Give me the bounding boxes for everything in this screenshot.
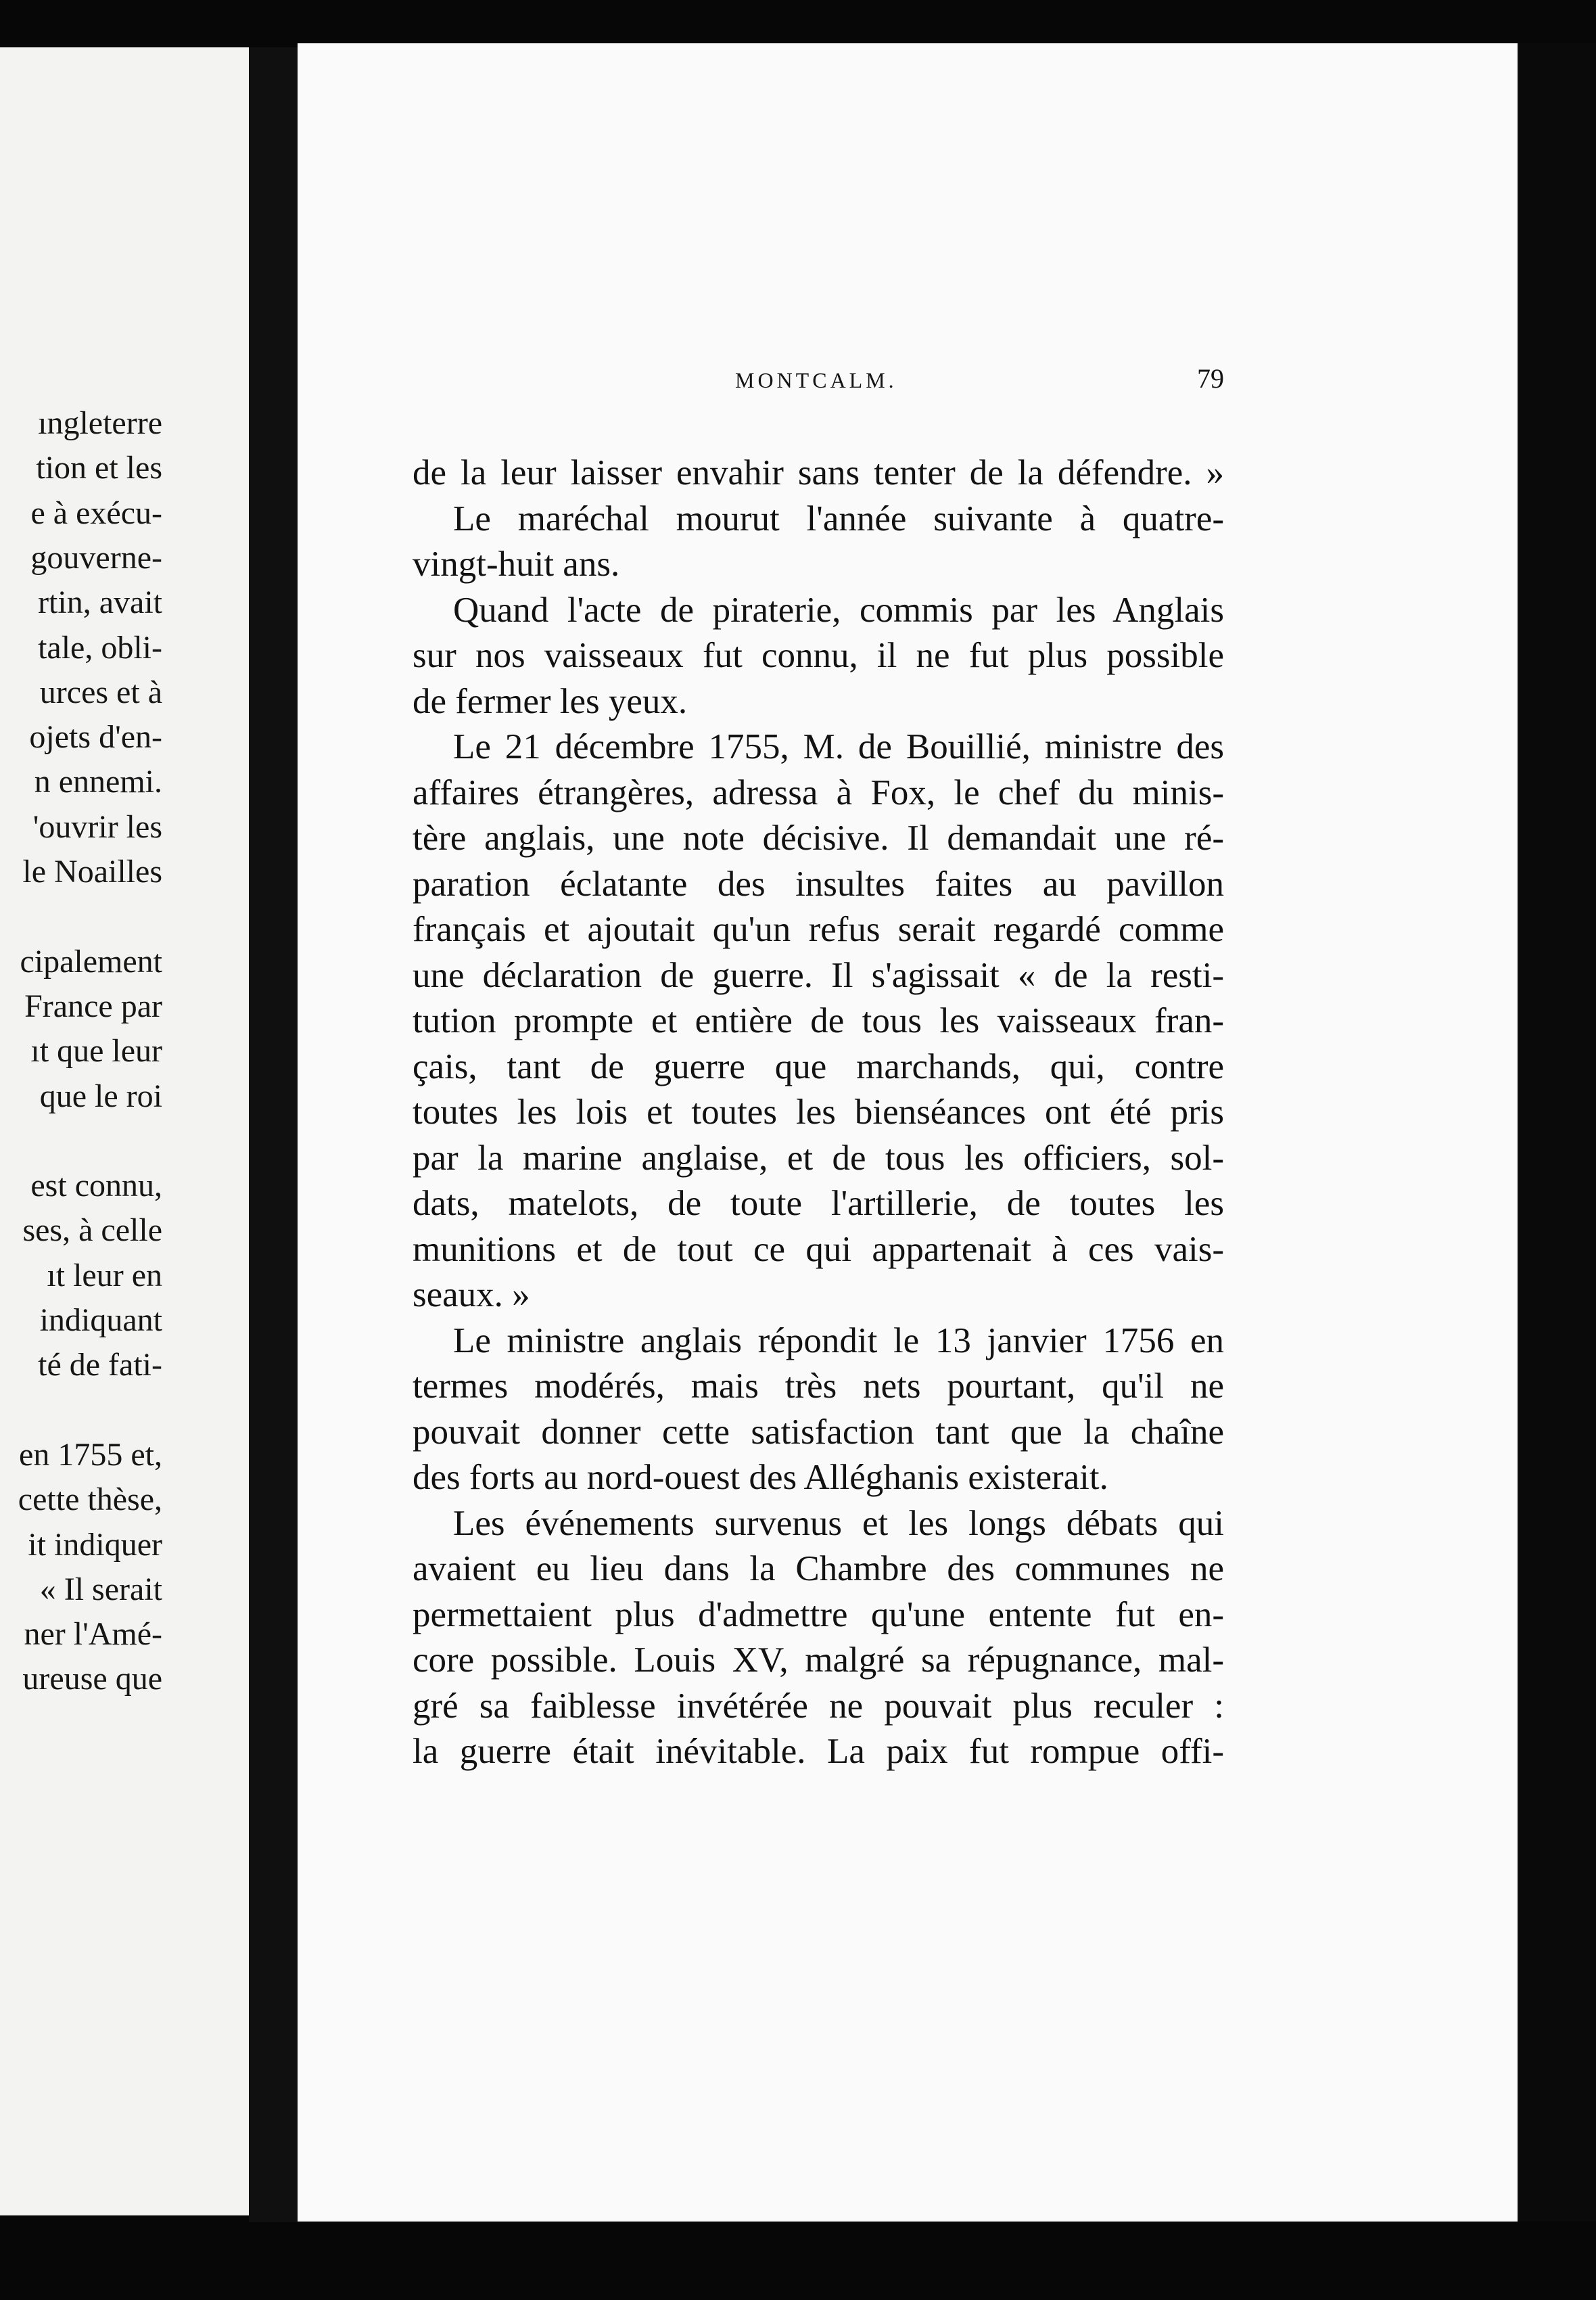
left-page-line: ojets d'en- (29, 719, 162, 756)
text-line: sur nos vaisseaux fut connu, il ne fut plus possible (413, 636, 1224, 675)
left-page-line: France par (24, 988, 162, 1024)
running-title: MONTCALM. (735, 368, 897, 392)
text-line: une déclaration de guerre. Il s'agissait « de la resti- (413, 955, 1224, 995)
text-line: çais, tant de guerre que marchands, qui, contre (413, 1046, 1224, 1086)
text-line: la guerre était inévitable. La paix fut rompue offi- (413, 1732, 1224, 1771)
text-line: de fermer les yeux. (413, 681, 688, 721)
left-page-line: indiquant (39, 1302, 162, 1338)
text-line: avaient eu lieu dans la Chambre des communes ne (413, 1549, 1224, 1588)
text-line: Le ministre anglais répondit le 13 janvier 1756 en (453, 1320, 1224, 1360)
left-page-line: est connu, (30, 1168, 162, 1204)
page-number: 79 (1197, 363, 1224, 394)
left-page-line: ner l'Amé- (24, 1616, 162, 1653)
text-line: dats, matelots, de toute l'artillerie, de toutes les (413, 1184, 1224, 1223)
left-page-line: ses, à celle (22, 1212, 162, 1249)
text-line: vingt-huit ans. (413, 545, 620, 584)
text-line: gré sa faiblesse invétérée ne pouvait plus reculer : (413, 1686, 1224, 1726)
left-page-line: rtin, avait (38, 584, 162, 621)
left-page-line: cipalement (20, 943, 162, 980)
text-line: Les événements survenus et les longs débats qui (453, 1503, 1224, 1543)
text-line: français et ajoutait qu'un refus serait regardé comme (413, 910, 1224, 949)
left-page-line: 'ouvrir les (32, 808, 162, 845)
left-page-line: it indiquer (28, 1526, 162, 1563)
text-line: paration éclatante des insultes faites au pavillon (413, 864, 1224, 904)
left-page-line: « Il serait (39, 1571, 162, 1607)
left-page-line: en 1755 et, (19, 1436, 162, 1473)
scan-border (1518, 43, 1596, 2222)
left-page-line: tale, obli- (38, 629, 162, 666)
text-line: tution prompte et entière de tous les vaisseaux fran- (413, 1001, 1224, 1040)
left-page-line: e à exécu- (30, 495, 162, 531)
text-line: termes modérés, mais très nets pourtant, qu'il ne (413, 1366, 1224, 1406)
left-page-line: té de fati- (38, 1347, 162, 1383)
book-gutter (249, 47, 298, 2222)
left-page-line: le Noailles (22, 854, 162, 890)
right-page (298, 43, 1518, 2222)
left-page-line: gouverne- (30, 539, 162, 576)
text-line: core possible. Louis XV, malgré sa répugnance, mal- (413, 1640, 1224, 1680)
text-line: seaux. » (413, 1275, 530, 1314)
text-line: affaires étrangères, adressa à Fox, le chef du minis- (413, 773, 1224, 812)
left-page (0, 47, 249, 2215)
running-head (298, 360, 1518, 400)
text-line: Le maréchal mourut l'année suivante à quatre- (453, 499, 1224, 538)
left-page-line: ıt que leur (30, 1033, 162, 1070)
left-page-line: urces et à (39, 674, 162, 710)
left-page-line: ıngleterre (38, 405, 162, 441)
text-line: Quand l'acte de piraterie, commis par les Anglais (453, 590, 1224, 630)
left-page-line: ureuse que (22, 1661, 162, 1697)
text-line: permettaient plus d'admettre qu'une entente fut en- (413, 1594, 1224, 1634)
body-text (413, 451, 1224, 1775)
text-line: par la marine anglaise, et de tous les officiers, sol- (413, 1138, 1224, 1178)
left-page-line: ıt leur en (47, 1257, 162, 1293)
text-line: des forts au nord-ouest des Alléghanis existerait. (413, 1458, 1108, 1497)
left-page-line: tion et les (36, 450, 162, 486)
text-line: tère anglais, une note décisive. Il demandait une ré- (413, 819, 1224, 858)
text-line: pouvait donner cette satisfaction tant que la chaîne (413, 1412, 1224, 1452)
text-line: toutes les lois et toutes les bienséances ont été pris (413, 1092, 1224, 1132)
left-page-line: n ennemi. (34, 764, 162, 800)
left-page-line: que le roi (39, 1078, 162, 1114)
text-line: Le 21 décembre 1755, M. de Bouillié, ministre des (453, 727, 1224, 766)
text-line: de la leur laisser envahir sans tenter de la défendre. » (413, 453, 1224, 492)
text-line: munitions et de tout ce qui appartenait à ces vais- (413, 1229, 1224, 1269)
left-page-line: cette thèse, (18, 1481, 162, 1518)
